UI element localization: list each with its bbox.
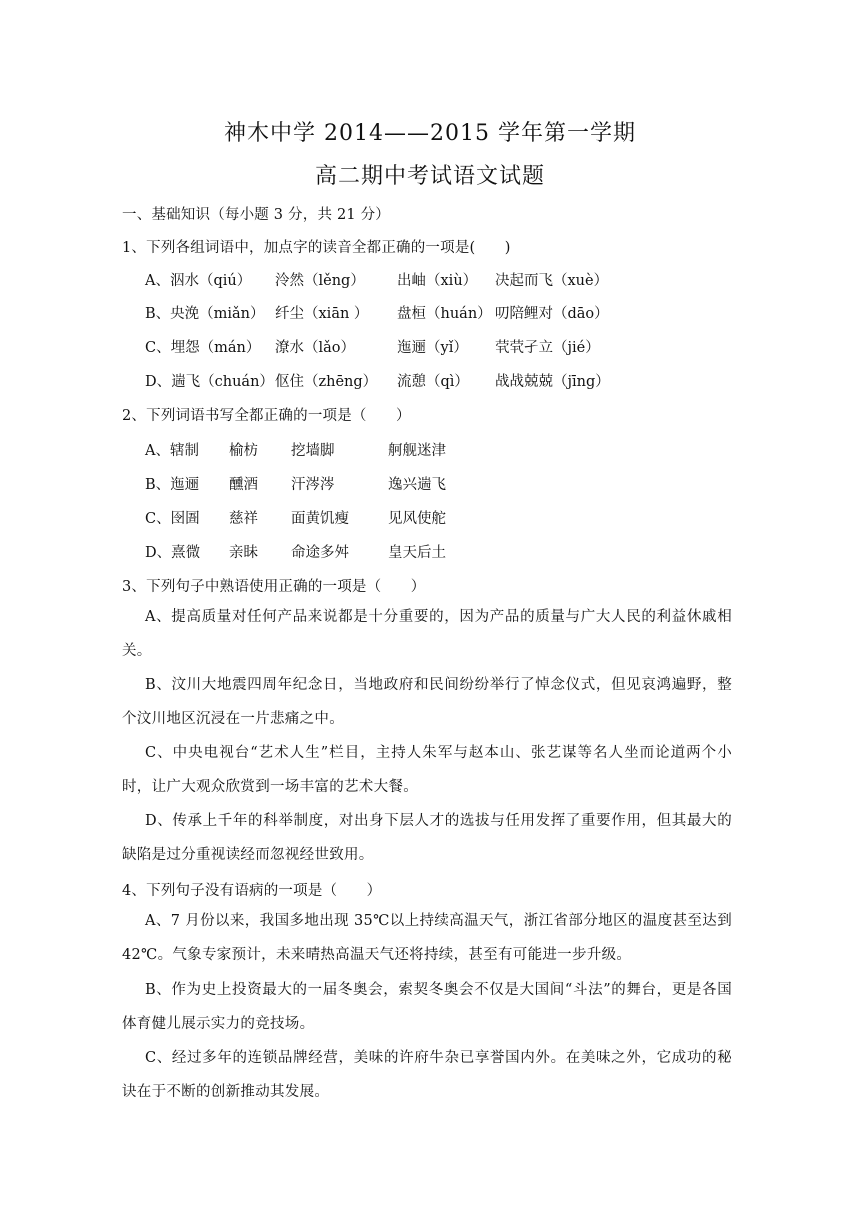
- q1-d-word-1: D、遄飞（chuán）: [145, 374, 274, 390]
- q2-b-word-3: 汗涔涔: [291, 477, 335, 493]
- q4-option-b: B、作为史上投资最大的一届冬奥会，索契冬奥会不仅是大国间“斗法”的舞台，更是各国体育健儿展示实力的竞技场。: [122, 982, 732, 1032]
- q2-a-word-2: 榆枋: [229, 443, 258, 459]
- q1-a-word-3: 出岫（xiù）: [397, 273, 478, 289]
- section-heading-basics: 一、基础知识（每小题 3 分，共 21 分）: [122, 207, 391, 223]
- q2-c-word-4: 见风使舵: [388, 511, 446, 527]
- q1-d-word-4: 战战兢兢（jīng）: [495, 374, 610, 390]
- question-2-stem: 2、下列词语书写全都正确的一项是（ ）: [122, 408, 411, 424]
- exam-title-subject: 高二期中考试语文试题: [314, 164, 545, 189]
- q2-d-word-3: 命途多舛: [291, 545, 349, 561]
- q2-d-word-2: 亲眛: [229, 545, 258, 561]
- question-4-stem: 4、下列句子没有语病的一项是（ ）: [122, 883, 382, 899]
- q2-b-word-4: 逸兴遄飞: [388, 477, 446, 493]
- q1-c-word-4: 茕茕孑立（jié）: [495, 340, 600, 356]
- q3-option-b: B、汶川大地震四周年纪念日，当地政府和民间纷纷举行了悼念仪式，但见哀鸿遍野，整个汶川地区沉浸在一片悲痛之中。: [122, 677, 732, 727]
- q1-c-word-1: C、埋怨（mán）: [145, 340, 261, 356]
- q1-c-word-2: 潦水（lǎo）: [275, 340, 356, 356]
- q1-c-word-3: 迤逦（yǐ）: [397, 340, 468, 356]
- q2-c-word-2: 慈祥: [229, 511, 258, 527]
- q1-b-word-3: 盘桓（huán）: [397, 306, 492, 322]
- q1-b-word-1: B、央浼（miǎn）: [145, 306, 265, 322]
- q3-option-c: C、中央电视台“艺术人生”栏目，主持人朱军与赵本山、张艺谋等名人坐而论道两个小时，让广大观众欣赏到一场丰富的艺术大餐。: [122, 745, 732, 795]
- q3-option-a: A、提高质量对任何产品来说都是十分重要的，因为产品的质量与广大人民的利益休戚相关。: [122, 609, 732, 659]
- q1-a-word-2: 泠然（lěng）: [275, 273, 365, 289]
- q4-option-a: A、7 月份以来，我国多地出现 35℃以上持续高温天气，浙江省部分地区的温度甚至达到42℃。气象专家预计，未来晴热高温天气还将持续，甚至有可能进一步升级。: [122, 913, 732, 963]
- question-1-stem: 1、下列各组词语中，加点字的读音全都正确的一项是( ): [122, 240, 511, 256]
- q2-c-word-3: 面黄饥瘦: [291, 511, 349, 527]
- q2-b-word-1: B、迤逦: [145, 477, 200, 493]
- q2-a-word-3: 挖墙脚: [291, 443, 335, 459]
- q2-b-word-2: 醺酒: [229, 477, 258, 493]
- q1-b-word-4: 叨陪鲤对（dāo）: [495, 306, 609, 322]
- q1-a-word-1: A、泅水（qiú）: [145, 273, 252, 289]
- q3-option-d: D、传承上千年的科举制度，对出身下层人才的选拔与任用发挥了重要作用，但其最大的缺陷是过分重视读经而忽视经世致用。: [122, 813, 732, 863]
- q1-a-word-4: 决起而飞（xuè）: [495, 273, 609, 289]
- q2-d-word-4: 皇天后土: [388, 545, 446, 561]
- q1-d-word-2: 伛住（zhēng）: [275, 374, 378, 390]
- q2-d-word-1: D、熹微: [145, 545, 201, 561]
- q2-a-word-4: 舸舰迷津: [388, 443, 446, 459]
- question-3-stem: 3、下列句子中熟语使用正确的一项是（ ）: [122, 579, 426, 595]
- q1-d-word-3: 流憩（qì）: [397, 374, 469, 390]
- q2-a-word-1: A、辖制: [145, 443, 199, 459]
- exam-title-school-term: 神木中学 2014——2015 学年第一学期: [224, 121, 636, 146]
- q2-c-word-1: C、囹圄: [145, 511, 200, 527]
- q4-option-c: C、经过多年的连锁品牌经营，美味的许府牛杂已享誉国内外。在美味之外，它成功的秘诀在于不断的创新推动其发展。: [122, 1050, 732, 1100]
- q1-b-word-2: 纤尘（xiān ）: [275, 306, 369, 322]
